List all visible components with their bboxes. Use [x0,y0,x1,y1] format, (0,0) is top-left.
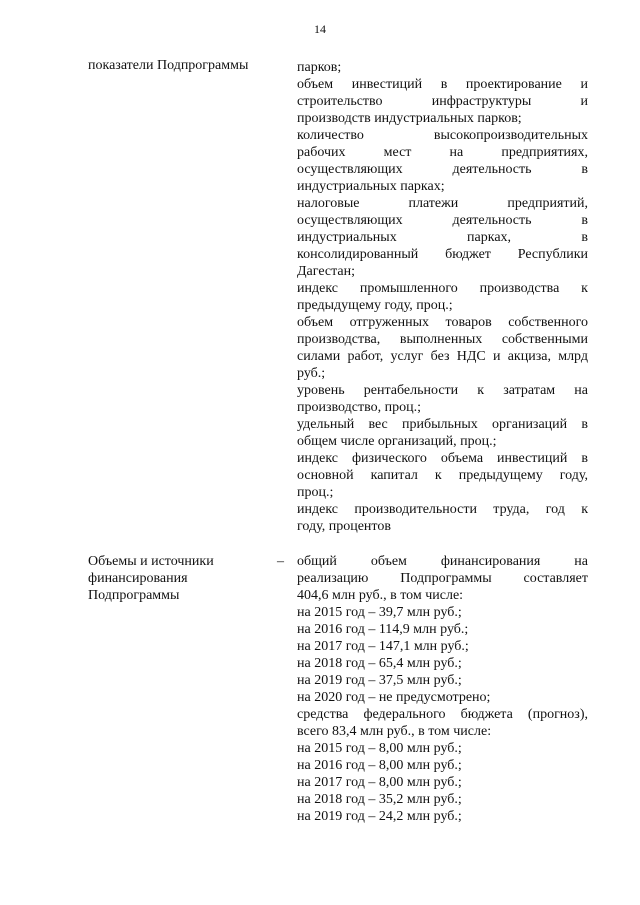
text-line: средства федерального бюджета (прогноз), [297,707,588,722]
text-line: на 2018 год – 35,2 млн руб.; [297,792,462,807]
text-line: проц.; [297,485,334,500]
text-line: парков; [297,60,342,75]
text-line: на 2016 год – 114,9 млн руб.; [297,622,469,637]
text-line: индустриальных парках, в [297,230,588,245]
text-line: предыдущему году, проц.; [297,298,453,313]
text-line: строительство инфраструктуры и [297,94,588,109]
text-line: на 2015 год – 39,7 млн руб.; [297,605,462,620]
text-line: осуществляющих деятельность в [297,162,588,177]
text-line: консолидированный бюджет Республики [297,247,588,262]
text-line: объем инвестиций в проектирование и [297,77,588,92]
text-line: на 2017 год – 147,1 млн руб.; [297,639,469,654]
text-line: общем числе организаций, проц.; [297,434,497,449]
text-line: рабочих мест на предприятиях, [297,145,588,160]
page-number: 14 [314,22,326,36]
text-line: всего 83,4 млн руб., в том числе: [297,724,492,739]
text-line: на 2017 год – 8,00 млн руб.; [297,775,462,790]
funding-label-line: финансирования [88,571,188,586]
text-line: индекс производительности труда, год к [297,502,588,517]
text-line: на 2020 год – не предусмотрено; [297,690,491,705]
text-line: руб.; [297,366,326,381]
text-line: производств индустриальных парков; [297,111,522,126]
text-line: индекс промышленного производства к [297,281,588,296]
text-line: основной капитал к предыдущему году, [297,468,588,483]
text-line: общий объем финансирования на [297,554,588,569]
indicators-label: показатели Подпрограммы [88,58,249,73]
text-line: на 2015 год – 8,00 млн руб.; [297,741,462,756]
funding-list [297,553,588,825]
text-line: на 2016 год – 8,00 млн руб.; [297,758,462,773]
text-line: на 2019 год – 24,2 млн руб.; [297,809,462,824]
text-line: удельный вес прибыльных организаций в [297,417,588,432]
text-line: количество высокопроизводительных [297,128,588,143]
text-line: 404,6 млн руб., в том числе: [297,588,464,603]
text-line: уровень рентабельности к затратам на [297,383,588,398]
text-line: объем отгруженных товаров собственного [297,315,588,330]
text-line: налоговые платежи предприятий, [297,196,588,211]
text-line: на 2018 год – 65,4 млн руб.; [297,656,462,671]
funding-label-line: Подпрограммы [88,588,180,603]
indicators-list [297,59,588,535]
text-line: осуществляющих деятельность в [297,213,588,228]
text-line: производства, выполненных собственными [297,332,588,347]
text-line: на 2019 год – 37,5 млн руб.; [297,673,462,688]
funding-label [88,553,268,604]
text-line: году, процентов [297,519,391,534]
text-line: реализацию Подпрограммы составляет [297,571,588,586]
text-line: индекс физического объема инвестиций в [297,451,588,466]
text-line: силами работ, услуг без НДС и акциза, млрд [297,349,588,364]
text-line: Дагестан; [297,264,355,279]
text-line: индустриальных парках; [297,179,445,194]
funding-label-line: Объемы и источники [88,554,214,569]
dash-separator: – [277,554,284,569]
text-line: производство, проц.; [297,400,421,415]
